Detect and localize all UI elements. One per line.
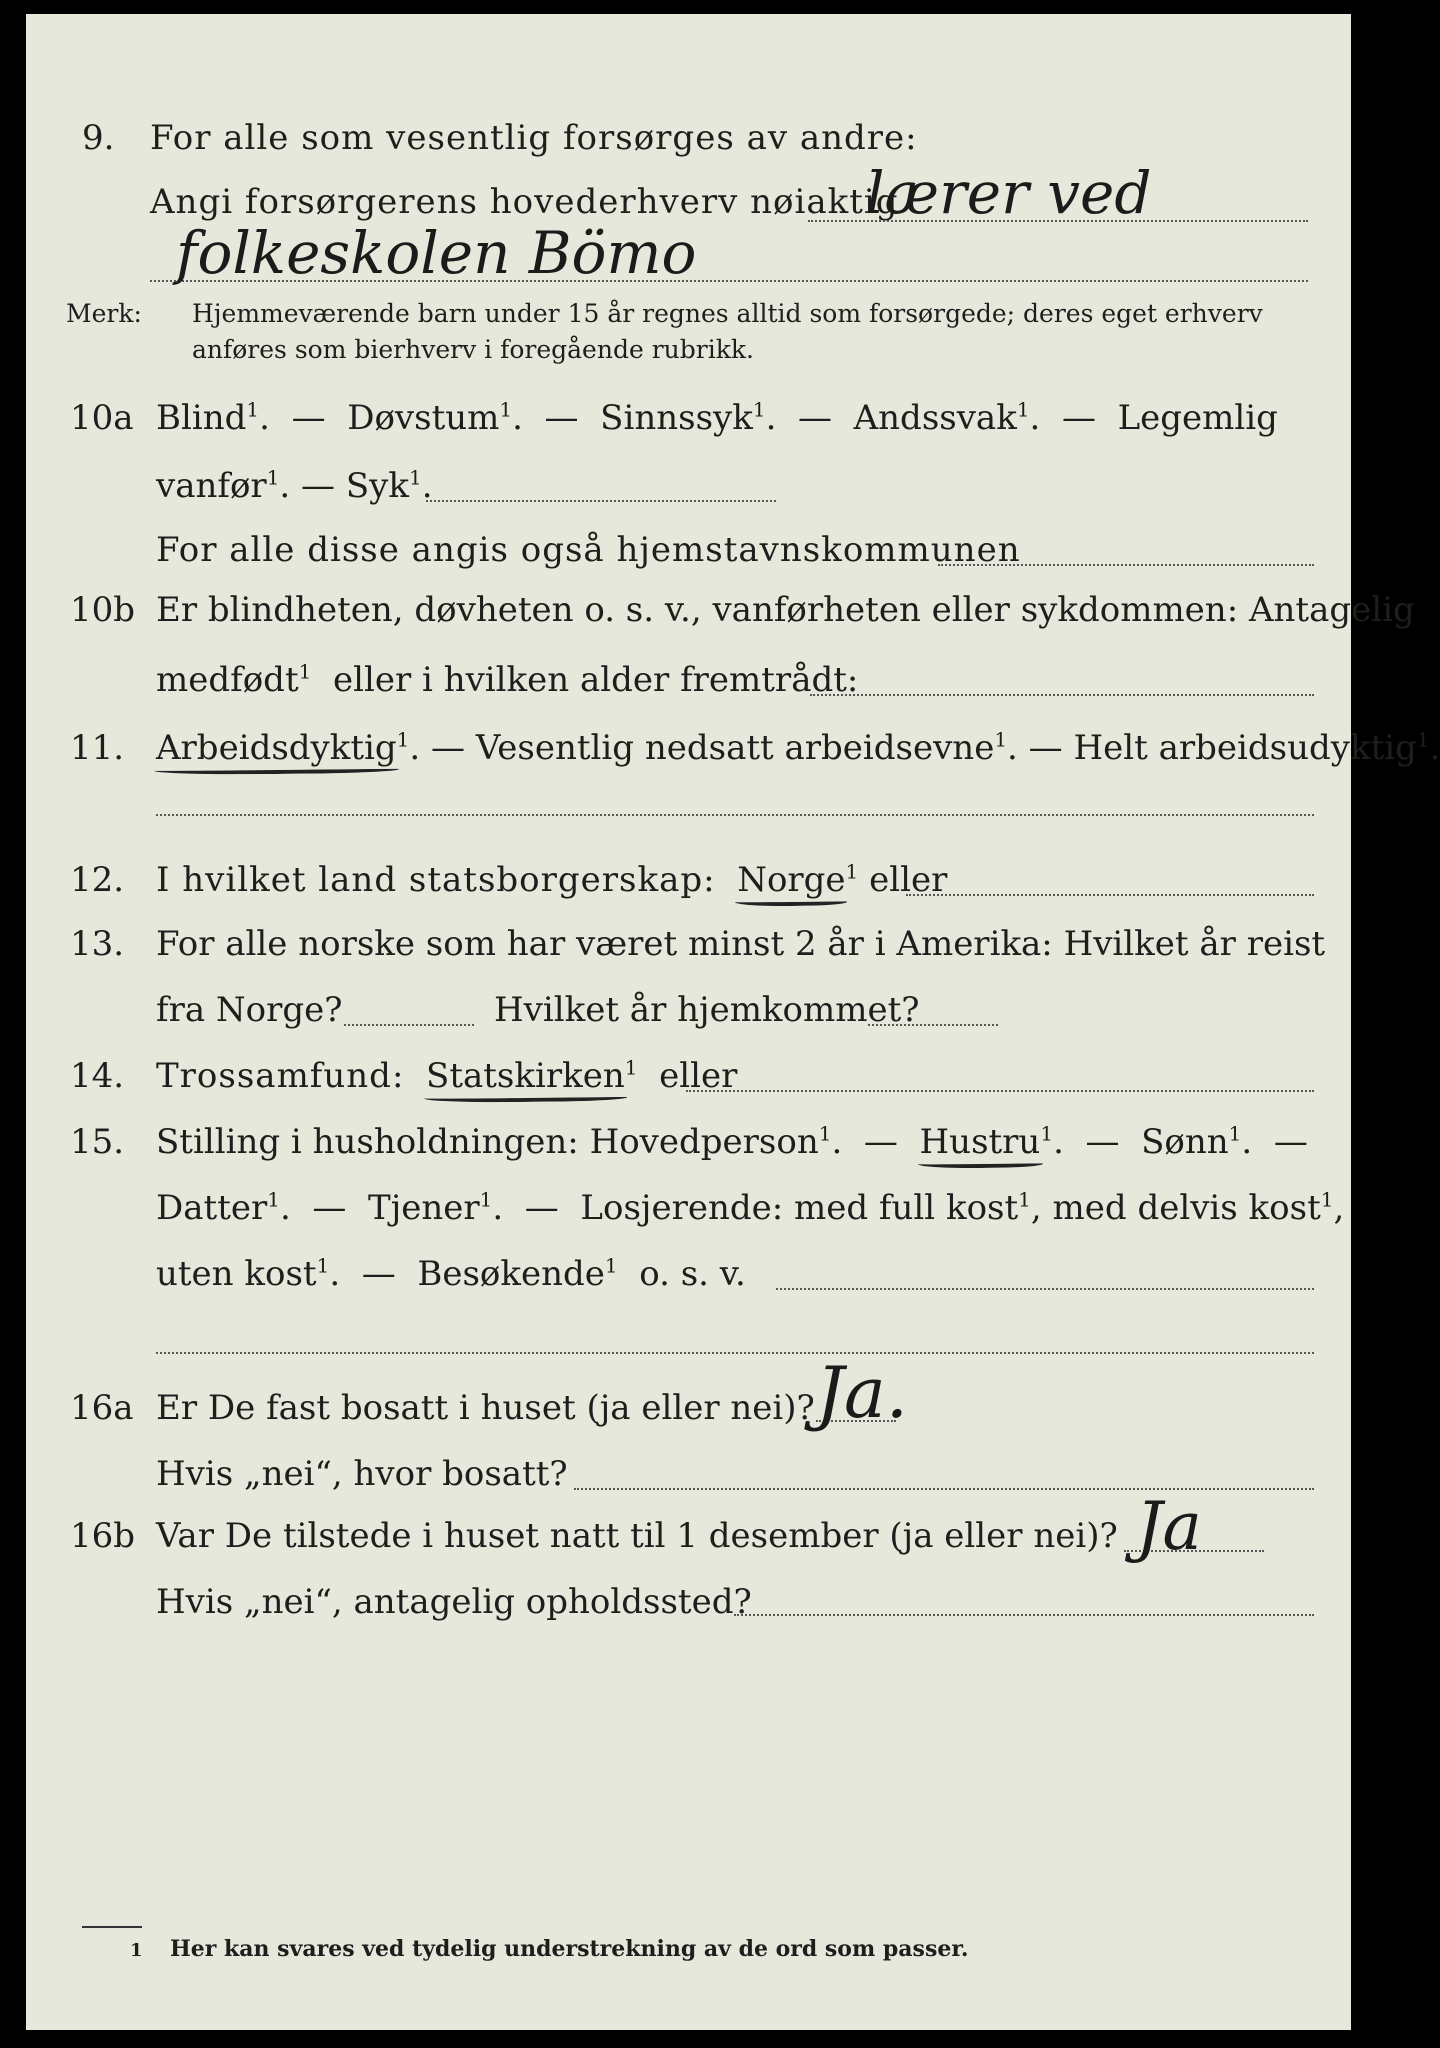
q16b-number: 16b bbox=[70, 1516, 136, 1556]
q12-text: I hvilket land statsborgerskap: bbox=[156, 860, 716, 900]
q10a-syk-line bbox=[426, 500, 776, 502]
census-form-page bbox=[26, 14, 1440, 2030]
q11-line: Arbeidsdyktig$^1$. — Vesentlig nedsatt arbeidsevne$^1$. — Helt arbeidsudyktig$^1$. bbox=[156, 727, 1440, 768]
q13-fra-line bbox=[344, 1024, 474, 1026]
footnote-ref: 1 bbox=[752, 397, 766, 422]
footnote-ref: 1 bbox=[1040, 1121, 1054, 1146]
q9-handwritten-answer1: lærer ved bbox=[866, 159, 1152, 227]
q12-eller: eller bbox=[869, 860, 948, 900]
hustru-option-underlined: Hustru bbox=[919, 1122, 1041, 1162]
q13-hjem: Hvilket år hjemkommet? bbox=[494, 990, 920, 1030]
footnote-ref: 1 bbox=[604, 1253, 618, 1278]
footnote-text: Her kan svares ved tydelig understrekning av de ord som passer. bbox=[170, 1936, 969, 1962]
besokende-option: Besøkende bbox=[417, 1254, 605, 1294]
statskirken-option-underlined: Statskirken bbox=[426, 1056, 625, 1096]
sinnssyk-option: Sinnssyk bbox=[600, 398, 753, 438]
footnote-ref: 1 bbox=[408, 465, 422, 490]
q15-number: 15. bbox=[70, 1122, 125, 1162]
q10a-number: 10a bbox=[70, 398, 134, 438]
footnote-ref: 1 bbox=[1018, 1187, 1031, 1212]
q16a-number: 16a bbox=[70, 1388, 134, 1428]
q12-number: 12. bbox=[70, 860, 125, 900]
q9-handwritten-answer2: folkeskolen Bömo bbox=[176, 219, 697, 287]
uten-kost-option: uten kost bbox=[156, 1254, 317, 1294]
q9-line2: Angi forsørgerens hovederhverv nøiaktig bbox=[150, 182, 899, 222]
footnote-ref: 1 bbox=[246, 397, 260, 422]
q12-answer-line bbox=[906, 894, 1314, 896]
q15-line3: uten kost$^1$. — Besøkende$^1$ o. s. v. bbox=[156, 1253, 746, 1294]
q14-answer-line bbox=[686, 1090, 1314, 1092]
q11-answer-line bbox=[156, 814, 1314, 816]
footnote-ref: 1 bbox=[267, 1187, 280, 1212]
q10b-line1: Er blindheten, døvheten o. s. v., vanførheten eller sykdommen: Antagelig bbox=[156, 590, 1415, 630]
q15-osv: o. s. v. bbox=[639, 1254, 746, 1294]
footnote-ref: 1 bbox=[316, 1253, 330, 1278]
footnote-ref: 1 bbox=[994, 727, 1008, 752]
q16a-bosatt-line bbox=[574, 1488, 1314, 1490]
q13-number: 13. bbox=[70, 924, 125, 964]
q16b-line2: Hvis „nei“, antagelig opholdssted? bbox=[156, 1582, 752, 1622]
q9-number: 9. bbox=[82, 118, 115, 158]
q10b-answer-line bbox=[810, 694, 1314, 696]
q15-answer-line2 bbox=[156, 1352, 1314, 1354]
udyktig-option: Helt arbeidsudyktig bbox=[1073, 728, 1417, 768]
q16b-handwritten-answer: Ja bbox=[1136, 1488, 1202, 1565]
footnote-ref: 1 bbox=[1416, 727, 1430, 752]
blind-option: Blind bbox=[156, 398, 247, 438]
delvis-kost-option: med delvis kost bbox=[1052, 1188, 1321, 1228]
q13-fra: fra Norge? bbox=[156, 990, 343, 1030]
q10b-number: 10b bbox=[70, 590, 136, 630]
footnote-ref: 1 bbox=[499, 397, 513, 422]
q15-line2: Datter$^1$. — Tjener$^1$. — Losjerende: med full kost$^1$, med delvis kost$^1$, bbox=[156, 1187, 1345, 1228]
datter-option: Datter bbox=[156, 1188, 268, 1228]
hovedperson-option: Stilling i husholdningen: Hovedperson bbox=[156, 1122, 819, 1162]
tjener-option: Tjener bbox=[368, 1188, 480, 1228]
q10a-line1: Blind$^1$. — Døvstum$^1$. — Sinnssyk$^1$. — Andssvak$^1$. — Legemlig bbox=[156, 397, 1278, 438]
medfodt-option: medfødt bbox=[156, 660, 299, 700]
q15-line1: Stilling i husholdningen: Hovedperson$^1$. — Hustru$^1$. — Sønn$^1$. — bbox=[156, 1121, 1308, 1162]
q15-answer-line1 bbox=[776, 1288, 1314, 1290]
merk-line2: anføres som bierhverv i foregående rubrikk. bbox=[192, 335, 754, 364]
q14-number: 14. bbox=[70, 1056, 125, 1096]
footnote-ref: 1 bbox=[624, 1055, 638, 1080]
footnote-ref: 1 bbox=[1228, 1121, 1242, 1146]
q14-eller: eller bbox=[659, 1056, 738, 1096]
norge-option-underlined: Norge bbox=[737, 860, 846, 900]
dovstum-option: Døvstum bbox=[347, 398, 500, 438]
q10b-line2 bbox=[156, 660, 858, 700]
q11-number: 11. bbox=[70, 728, 125, 768]
andssvak-option: Andssvak bbox=[853, 398, 1017, 438]
vanfor-option: vanfør bbox=[156, 466, 267, 506]
losjerende-full-option: Losjerende: med full kost bbox=[580, 1188, 1019, 1228]
footnote-ref: 1 bbox=[1320, 1187, 1334, 1212]
merk-label: Merk: bbox=[66, 299, 142, 328]
sonn-option: Sønn bbox=[1141, 1122, 1229, 1162]
footnote-rule bbox=[82, 1926, 142, 1928]
q10b-alder: eller i hvilken alder fremtrådt: bbox=[332, 660, 859, 700]
footnote-ref: 1 bbox=[266, 465, 280, 490]
q13-line1: For alle norske som har været minst 2 år i Amerika: Hvilket år reist bbox=[156, 924, 1326, 964]
nedsatt-option: Vesentlig nedsatt arbeidsevne bbox=[475, 728, 995, 768]
arbeidsdyktig-option-underlined: Arbeidsdyktig bbox=[156, 728, 397, 768]
q16b-opholdssted-line bbox=[734, 1614, 1314, 1616]
q16a-handwritten-answer: Ja. bbox=[816, 1352, 909, 1434]
q16a-line1: Er De fast bosatt i huset (ja eller nei)? bbox=[156, 1388, 815, 1428]
footnote-ref: 1 bbox=[845, 859, 859, 884]
footnote-mark: 1 bbox=[130, 1940, 143, 1961]
merk-line1: Hjemmeværende barn under 15 år regnes alltid som forsørgede; deres eget erhverv bbox=[192, 299, 1263, 328]
q10a-hjemstavn: For alle disse angis også hjemstavnskommunen bbox=[156, 530, 1021, 570]
footnote-ref: 1 bbox=[298, 659, 312, 684]
q14-line bbox=[156, 1056, 737, 1096]
footnote-ref: 1 bbox=[479, 1187, 493, 1212]
q16b-line1: Var De tilstede i huset natt til 1 desember (ja eller nei)? bbox=[156, 1516, 1118, 1556]
q16a-line2: Hvis „nei“, hvor bosatt? bbox=[156, 1454, 568, 1494]
q10a-hjemstavn-line bbox=[938, 564, 1314, 566]
q10a-line2: vanfør$^1$. — Syk$^1$. bbox=[156, 465, 433, 506]
footnote-ref: 1 bbox=[1016, 397, 1030, 422]
footnote-ref: 1 bbox=[818, 1121, 832, 1146]
q14-text: Trossamfund: bbox=[156, 1056, 405, 1096]
syk-option: Syk bbox=[345, 466, 409, 506]
q13-hjem-line bbox=[868, 1024, 998, 1026]
q12-line bbox=[156, 860, 947, 900]
footnote-ref: 1 bbox=[396, 727, 410, 752]
q9-line1: For alle som vesentlig forsørges av andre: bbox=[150, 118, 918, 158]
legemlig-option: Legemlig bbox=[1117, 398, 1278, 438]
